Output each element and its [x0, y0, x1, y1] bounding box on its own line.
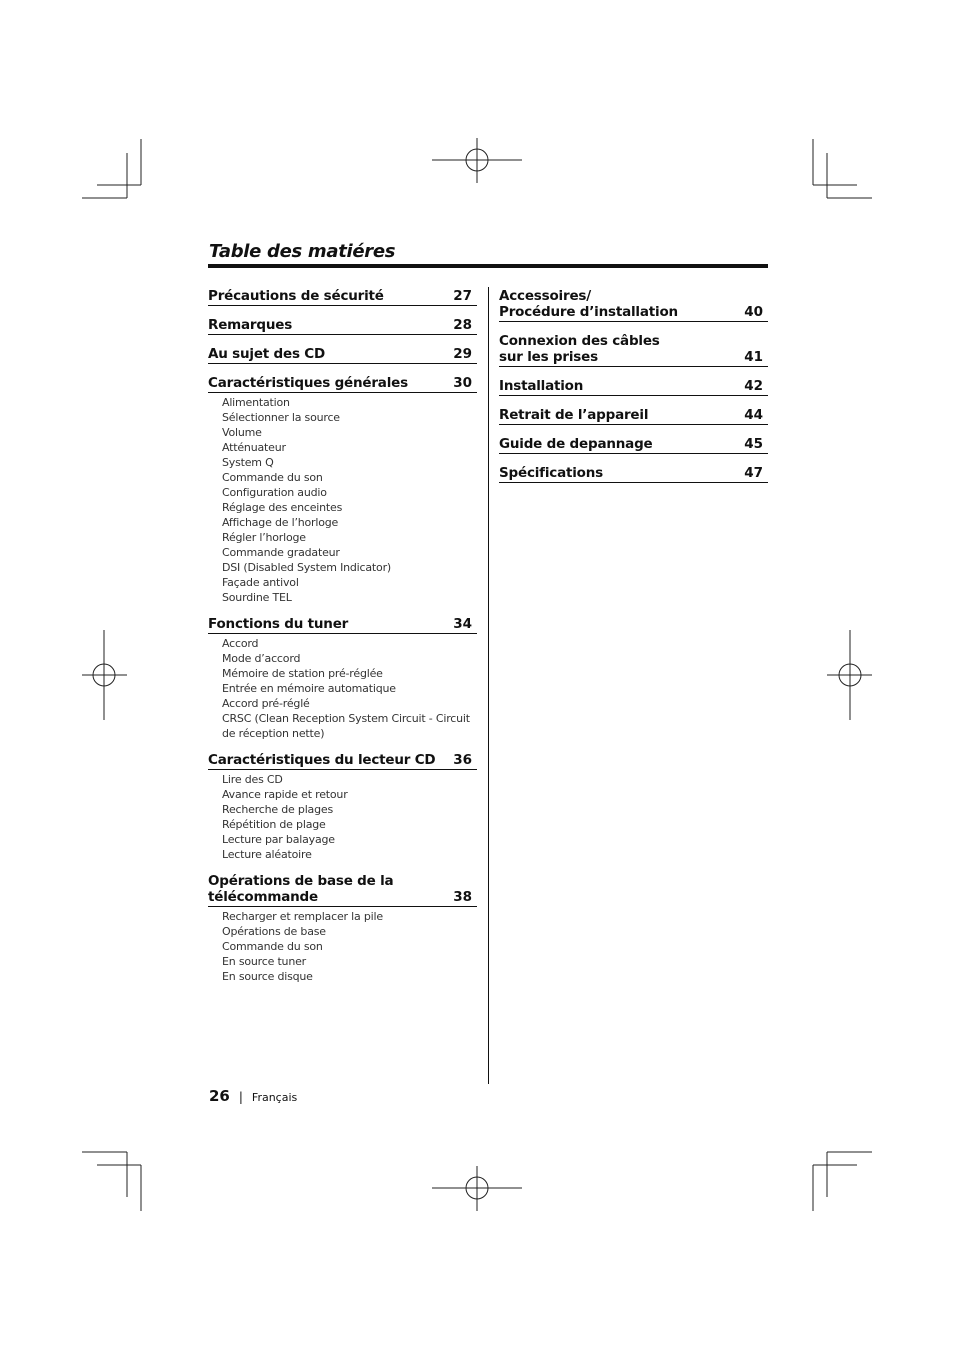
toc-section-title: Opérations de base de la télécommande: [208, 873, 394, 905]
toc-subitem: Recherche de plages: [222, 803, 333, 816]
toc-section-heading[interactable]: [208, 288, 477, 306]
toc-section: [499, 378, 768, 396]
toc-page-number: 42: [744, 378, 763, 394]
toc-subitem: Lire des CD: [222, 773, 283, 786]
toc-subitem: Atténuateur: [222, 441, 286, 454]
toc-page-number: 28: [453, 317, 472, 333]
toc-subitem: Volume: [222, 426, 262, 439]
toc-subitem: Accord pré-réglé: [222, 697, 310, 710]
toc-section: [499, 288, 768, 322]
toc-subitem: Mémoire de station pré-réglée: [222, 667, 383, 680]
toc-section-heading[interactable]: [499, 288, 768, 322]
toc-subitem: Mode d’accord: [222, 652, 301, 665]
toc-section-title: Précautions de sécurité: [208, 288, 384, 304]
toc-subitem: Commande du son: [222, 940, 323, 953]
toc-subitem: Recharger et remplacer la pile: [222, 910, 383, 923]
toc-section: [499, 333, 768, 367]
toc-section: [208, 317, 477, 335]
toc-section-heading[interactable]: [499, 378, 768, 396]
page-title: Table des matiéres: [209, 241, 396, 262]
toc-page-number: 34: [453, 616, 472, 632]
title-rule: [208, 264, 768, 268]
toc-page-number: 41: [744, 349, 763, 365]
toc-section-heading[interactable]: [208, 873, 477, 907]
toc-subitem-list: [208, 393, 477, 605]
toc-section-title: Au sujet des CD: [208, 346, 326, 362]
page-footer: [209, 1087, 297, 1105]
toc-subitem: Façade antivol: [222, 576, 299, 589]
toc-subitem: Réglage des enceintes: [222, 501, 343, 514]
toc-section: [499, 407, 768, 425]
toc-subitem: En source tuner: [222, 955, 306, 968]
toc-subitem: DSI (Disabled System Indicator): [222, 561, 391, 574]
toc-section-heading[interactable]: [499, 436, 768, 454]
toc-section-heading[interactable]: [208, 752, 477, 770]
toc-section-heading[interactable]: [499, 465, 768, 483]
toc-subitem: Sélectionner la source: [222, 411, 340, 424]
toc-subitem: En source disque: [222, 970, 313, 983]
toc-section-title: Installation: [499, 378, 584, 394]
toc-subitem: Régler l’horloge: [222, 531, 306, 544]
toc-page-number: 38: [453, 889, 472, 905]
toc-section: [208, 288, 477, 306]
column-divider: [488, 287, 489, 1084]
footer-language: Français: [251, 1091, 298, 1104]
toc-section-title: Spécifications: [499, 465, 603, 481]
toc-subitem: Lecture aléatoire: [222, 848, 312, 861]
toc-subitem: Lecture par balayage: [222, 833, 335, 846]
toc-section-title: Caractéristiques du lecteur CD: [208, 752, 436, 768]
toc-subitem: Alimentation: [222, 396, 290, 409]
toc-section-heading[interactable]: [208, 346, 477, 364]
toc-section-title: Connexion des câbles sur les prises: [499, 333, 660, 365]
page-number: 26: [209, 1087, 230, 1105]
toc-section-title: Fonctions du tuner: [208, 616, 349, 632]
toc-section-title: Retrait de l’appareil: [499, 407, 649, 423]
toc-section: [208, 616, 477, 741]
toc-section-title: Accessoires/ Procédure d’installation: [499, 288, 678, 320]
toc-page-number: 27: [453, 288, 472, 304]
toc-subitem: Affichage de l’horloge: [222, 516, 339, 529]
toc-subitem-list: [208, 907, 477, 984]
toc-left-column: [208, 288, 477, 995]
toc-page-number: 36: [453, 752, 472, 768]
toc-subitem-list: [208, 770, 477, 862]
toc-page-number: 44: [744, 407, 763, 423]
toc-subitem-list: [208, 634, 477, 741]
toc-subitem: Configuration audio: [222, 486, 327, 499]
toc-section: [499, 436, 768, 454]
toc-section: [208, 375, 477, 605]
toc-subitem: Avance rapide et retour: [222, 788, 348, 801]
toc-section-heading[interactable]: [499, 333, 768, 367]
toc-section-heading[interactable]: [208, 375, 477, 393]
toc-subitem: Sourdine TEL: [222, 591, 292, 604]
toc-section-heading[interactable]: [499, 407, 768, 425]
toc-section: [499, 465, 768, 483]
toc-subitem: Commande du son: [222, 471, 323, 484]
toc-page-number: 30: [453, 375, 472, 391]
toc-right-column: [499, 288, 768, 494]
toc-section-title: Guide de depannage: [499, 436, 653, 452]
toc-section: [208, 752, 477, 862]
toc-subitem: Commande gradateur: [222, 546, 340, 559]
toc-page-number: 45: [744, 436, 763, 452]
toc-section: [208, 873, 477, 984]
toc-page-number: 47: [744, 465, 763, 481]
toc-subitem: Opérations de base: [222, 925, 326, 938]
toc-page-number: 29: [453, 346, 472, 362]
toc-section-heading[interactable]: [208, 317, 477, 335]
toc-subitem: Répétition de plage: [222, 818, 326, 831]
footer-separator: |: [238, 1090, 243, 1104]
toc-subitem: Accord: [222, 637, 259, 650]
toc-subitem: Entrée en mémoire automatique: [222, 682, 396, 695]
toc-section: [208, 346, 477, 364]
toc-page-number: 40: [744, 304, 763, 320]
toc-section-heading[interactable]: [208, 616, 477, 634]
toc-subitem: CRSC (Clean Reception System Circuit - Circuit de réception nette): [222, 712, 470, 740]
toc-section-title: Remarques: [208, 317, 293, 333]
toc-section-title: Caractéristiques générales: [208, 375, 408, 391]
toc-subitem: System Q: [222, 456, 274, 469]
